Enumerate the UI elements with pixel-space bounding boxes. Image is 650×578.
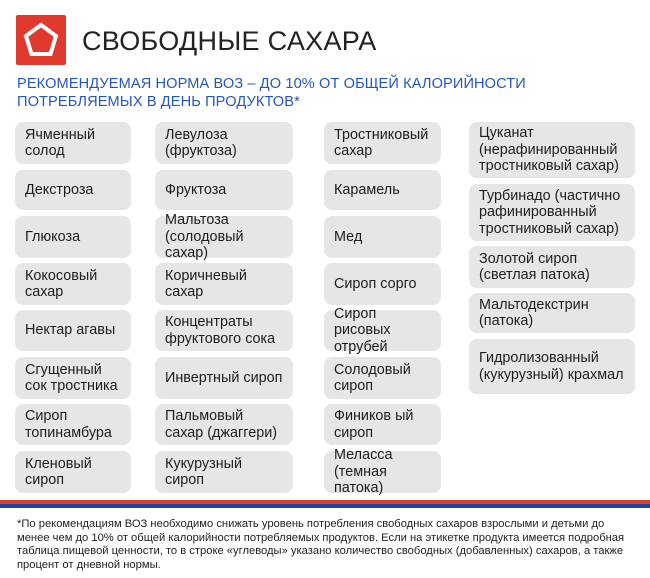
sugar-item: Коричневый сахар [155, 263, 293, 305]
sugar-item: Кленовый сироп [15, 451, 131, 493]
sugar-item: Глюкоза [15, 216, 131, 258]
sugar-item: Турбинадо (частично рафинированный тростниковый сахар) [469, 184, 635, 241]
sugar-item: Концентраты фруктового сока [155, 310, 293, 351]
sugar-item: Инвертный сироп [155, 357, 293, 399]
sugar-item: Меласса (темная патока) [324, 451, 441, 493]
sugar-item: Декстроза [15, 170, 131, 210]
sugar-item: Сироп сорго [324, 263, 441, 305]
sugar-item: Тростниковый сахар [324, 122, 441, 164]
sugar-item: Мед [324, 216, 441, 258]
sugar-item: Сироп рисовых отрубей [324, 310, 441, 351]
page-title: СВОБОДНЫЕ САХАРА [82, 26, 377, 56]
sugar-item: Мальтодекстрин (патока) [469, 293, 635, 333]
sugar-item: Кокосовый сахар [15, 263, 131, 305]
divider-stripe-blue [0, 504, 650, 508]
pentagon-logo-icon [16, 15, 66, 65]
brand-logo [16, 15, 66, 65]
sugar-item: Карамель [324, 170, 441, 210]
sugar-item: Сгущенный сок тростника [15, 357, 131, 399]
sugar-item: Сироп топинамбура [15, 404, 131, 445]
sugar-item: Цуканат (нерафинированный тростниковый сахар) [469, 122, 635, 178]
sugar-item: Солодовый сироп [324, 357, 441, 399]
sugar-item: Кукурузный сироп [155, 451, 293, 493]
sugar-item: Мальтоза (солодовый сахар) [155, 216, 293, 258]
page-subtitle: РЕКОМЕНДУЕМАЯ НОРМА ВОЗ – ДО 10% ОТ ОБЩЕЙ КАЛОРИЙНОСТИ ПОТРЕБЛЯЕМЫХ В ДЕНЬ ПРОДУКТОВ* [17, 76, 526, 110]
footnote: *По рекомендациям ВОЗ необходимо снижать уровень потребления свободных сахаров взрослыми и детьми до менее чем до 10% от общей калорийности потребляемых продуктов. Если на этикетке продукта имеется подробная таблица пищевой ценности, то в строке «углеводы» указано количество свободных (добавленных) сахаров, а также процент от дневной нормы. [17, 518, 625, 571]
sugar-item: Пальмовый сахар (джаггери) [155, 404, 293, 445]
sugar-item: Ячменный солод [15, 122, 131, 164]
sugar-item: Фруктоза [155, 170, 293, 210]
sugar-item: Нектар агавы [15, 310, 131, 351]
sugar-item: Золотой сироп (светлая патока) [469, 246, 635, 288]
sugar-item: Фиников ый сироп [324, 404, 441, 445]
sugar-item: Гидролизованный (кукурузный) крахмал [469, 339, 635, 394]
sugar-item: Левулоза (фруктоза) [155, 122, 293, 164]
